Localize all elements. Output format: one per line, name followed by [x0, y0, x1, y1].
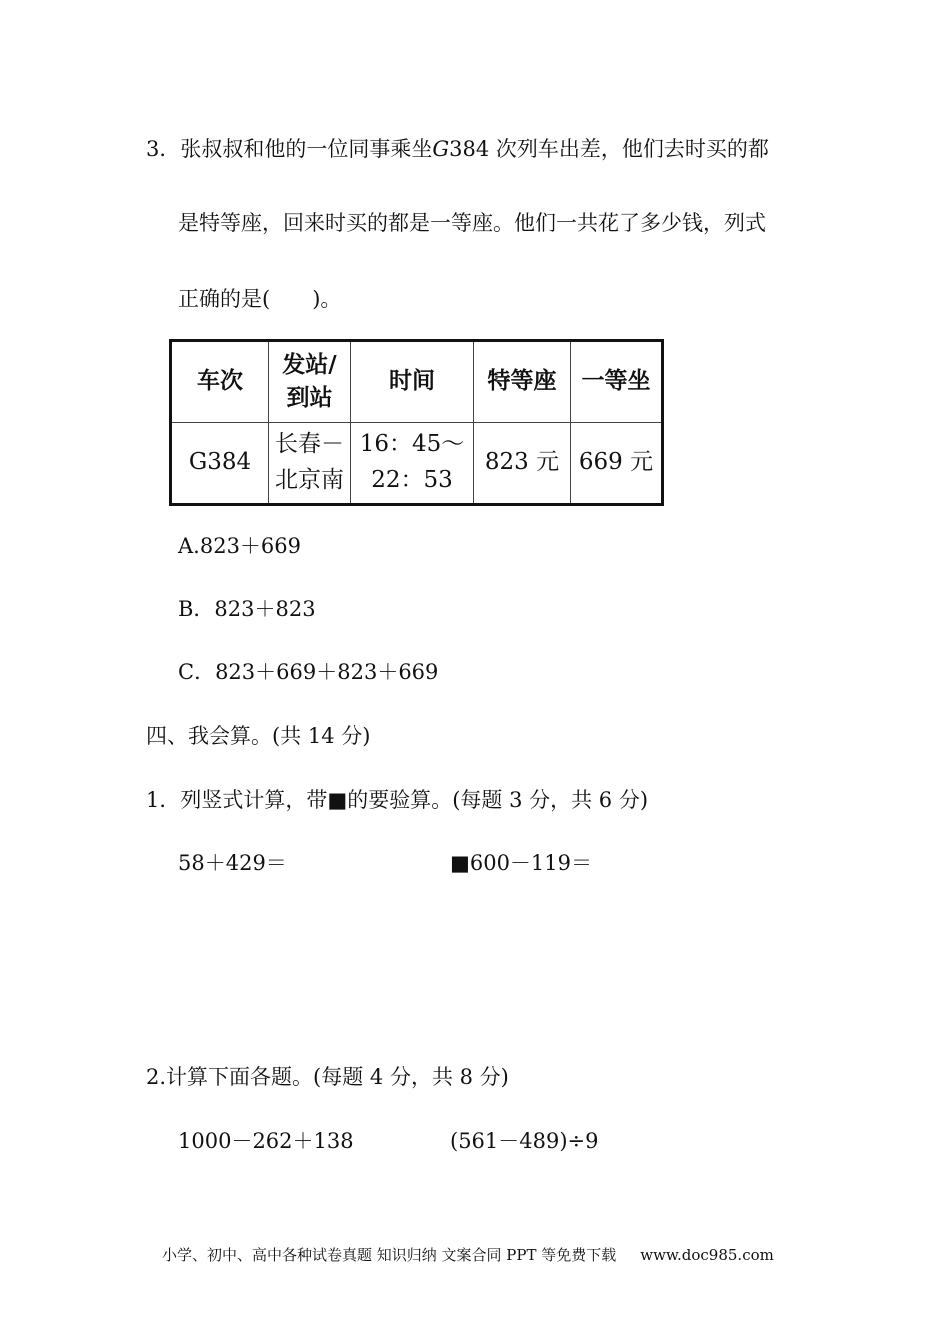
- table-header-row: [171, 341, 663, 423]
- cell-first-price: 669 元: [571, 423, 663, 505]
- header-time: 时间: [351, 341, 474, 423]
- problem-1-item-b: ■600－119＝: [450, 851, 593, 875]
- cell-time-start: 16：45～: [359, 431, 465, 458]
- header-special-seat: 特等座: [474, 341, 571, 423]
- header-train: 车次: [171, 341, 269, 423]
- cell-special-price: 823 元: [474, 423, 571, 505]
- table-row: [171, 423, 663, 505]
- header-route: [269, 341, 351, 423]
- cell-train: G384: [171, 423, 269, 505]
- question-3-line-2: 是特等座，回来时买的都是一等座。他们一共花了多少钱，列式: [178, 211, 766, 235]
- footer-text: 小学、初中、高中各种试卷真题 知识归纳 文案合同 PPT 等免费下载: [162, 1246, 617, 1264]
- train-letter: G: [432, 137, 450, 161]
- option-c: C．823＋669＋823＋669: [178, 660, 439, 684]
- cell-route-from: 长春－: [275, 431, 344, 458]
- cell-time: [351, 423, 474, 505]
- option-a: A.823＋669: [178, 534, 302, 558]
- section-4-title: 四、我会算。(共 14 分): [146, 724, 371, 748]
- cell-route-to: 北京南: [275, 467, 344, 493]
- question-3-line-3: 正确的是( )。: [178, 287, 342, 311]
- header-first-seat: 一等坐: [571, 341, 663, 423]
- train-table: [169, 339, 664, 506]
- cell-route: [269, 423, 351, 505]
- footer: [162, 1248, 774, 1263]
- header-route-line-2: 到站: [286, 385, 333, 411]
- footer-site: www.doc985.com: [640, 1246, 774, 1264]
- option-b: B．823＋823: [178, 597, 316, 621]
- problem-1-item-a: 58＋429＝: [178, 851, 287, 875]
- problem-2-item-b: (561－489)÷9: [450, 1129, 599, 1153]
- question-3-line-1: [146, 139, 769, 160]
- question-3-suffix: 384 次列车出差，他们去时买的都: [449, 137, 769, 161]
- question-3-prefix: 3．张叔叔和他的一位同事乘坐: [146, 137, 433, 161]
- problem-2-title: 2.计算下面各题。(每题 4 分，共 8 分): [146, 1065, 509, 1089]
- cell-time-end: 22：53: [371, 467, 453, 493]
- header-route-line-1: 发站/: [282, 351, 337, 378]
- problem-1-title: 1．列竖式计算，带■的要验算。(每题 3 分，共 6 分): [146, 788, 649, 812]
- problem-2-item-a: 1000－262＋138: [178, 1129, 354, 1153]
